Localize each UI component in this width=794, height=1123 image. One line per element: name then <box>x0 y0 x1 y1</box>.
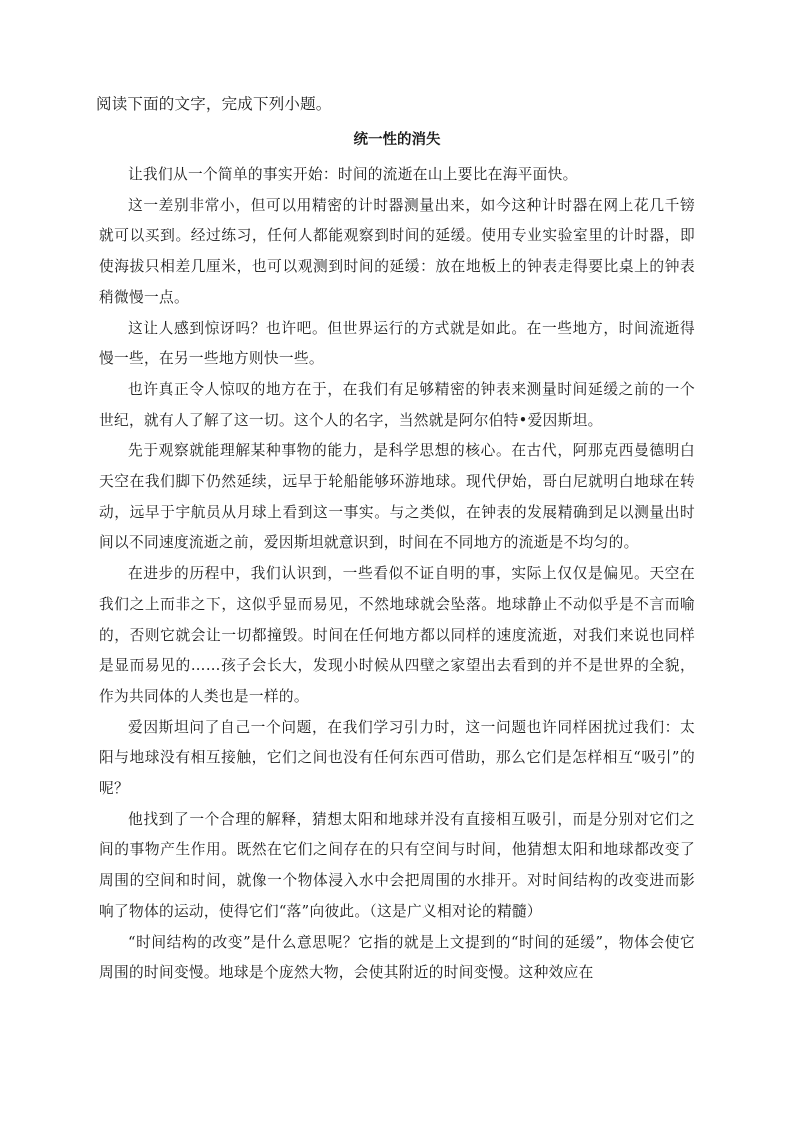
paragraph: 也许真正令人惊叹的地方在于，在我们有足够精密的钟表来测量时间延缓之前的一个世纪，就有人了解了这一切。这个人的名字，当然就是阿尔伯特•爱因斯坦。 <box>99 380 695 429</box>
paragraph: 这让人感到惊讶吗？也许吧。但世界运行的方式就是如此。在一些地方，时间流逝得慢一些，在另一些地方则快一些。 <box>99 319 695 368</box>
article-title: 统一性的消失 <box>353 131 441 148</box>
paragraph: 让我们从一个简单的事实开始：时间的流逝在山上要比在海平面快。 <box>128 166 578 183</box>
paragraph: 爱因斯坦问了自己一个问题，在我们学习引力时，这一问题也许同样困扰过我们：太阳与地球没有相互接触，它们之间也没有任何东西可借助，那么它们是怎样相互“吸引”的呢？ <box>99 718 695 798</box>
paragraph: 先于观察就能理解某种事物的能力，是科学思想的核心。在古代，阿那克西曼德明白天空在我们脚下仍然延续，远早于轮船能够环游地球。现代伊始，哥白尼就明白地球在转动，远早于宇航员从月球上看到这一事实。与之类似，在钟表的发展精确到足以测量出时间以不同速度流逝之前，爱因斯坦就意识到，时间在不同地方的流逝是不均匀的。 <box>99 442 695 552</box>
article-body <box>99 160 695 989</box>
paragraph: 他找到了一个合理的解释，猜想太阳和地球并没有直接相互吸引，而是分别对它们之间的事物产生作用。既然在它们之间存在的只有空间与时间，他猜想太阳和地球都改变了周围的空间和时间，就像一个物体浸入水中会把周围的水排开。对时间结构的改变进而影响了物体的运动，使得它们“落”向彼此。（这是广义相对论的精髓） <box>99 810 695 920</box>
paragraph: 在进步的历程中，我们认识到，一些看似不证自明的事，实际上仅仅是偏见。天空在我们之上而非之下，这似乎显而易见，不然地球就会坠落。地球静止不动似乎是不言而喻的，否则它就会让一切都撞毁。时间在任何地方都以同样的速度流逝，对我们来说也同样是显而易见的……孩子会长大，发现小时候从四壁之家望出去看到的并不是世界的全貌，作为共同体的人类也是一样的。 <box>99 565 695 705</box>
paragraph: 这一差别非常小，但可以用精密的计时器测量出来，如今这种计时器在网上花几千镑就可以买到。经过练习，任何人都能观察到时间的延缓。使用专业实验室里的计时器，即使海拔只相差几厘米，也可以观测到时间的延缓：放在地板上的钟表走得要比桌上的钟表稍微慢一点。 <box>99 196 695 306</box>
instruction-text: 阅读下面的文字，完成下列小题。 <box>96 96 332 113</box>
paragraph: “时间结构的改变”是什么意思呢？它指的就是上文提到的“时间的延缓”，物体会使它周围的时间变慢。地球是个庞然大物，会使其附近的时间变慢。这种效应在 <box>99 933 695 982</box>
